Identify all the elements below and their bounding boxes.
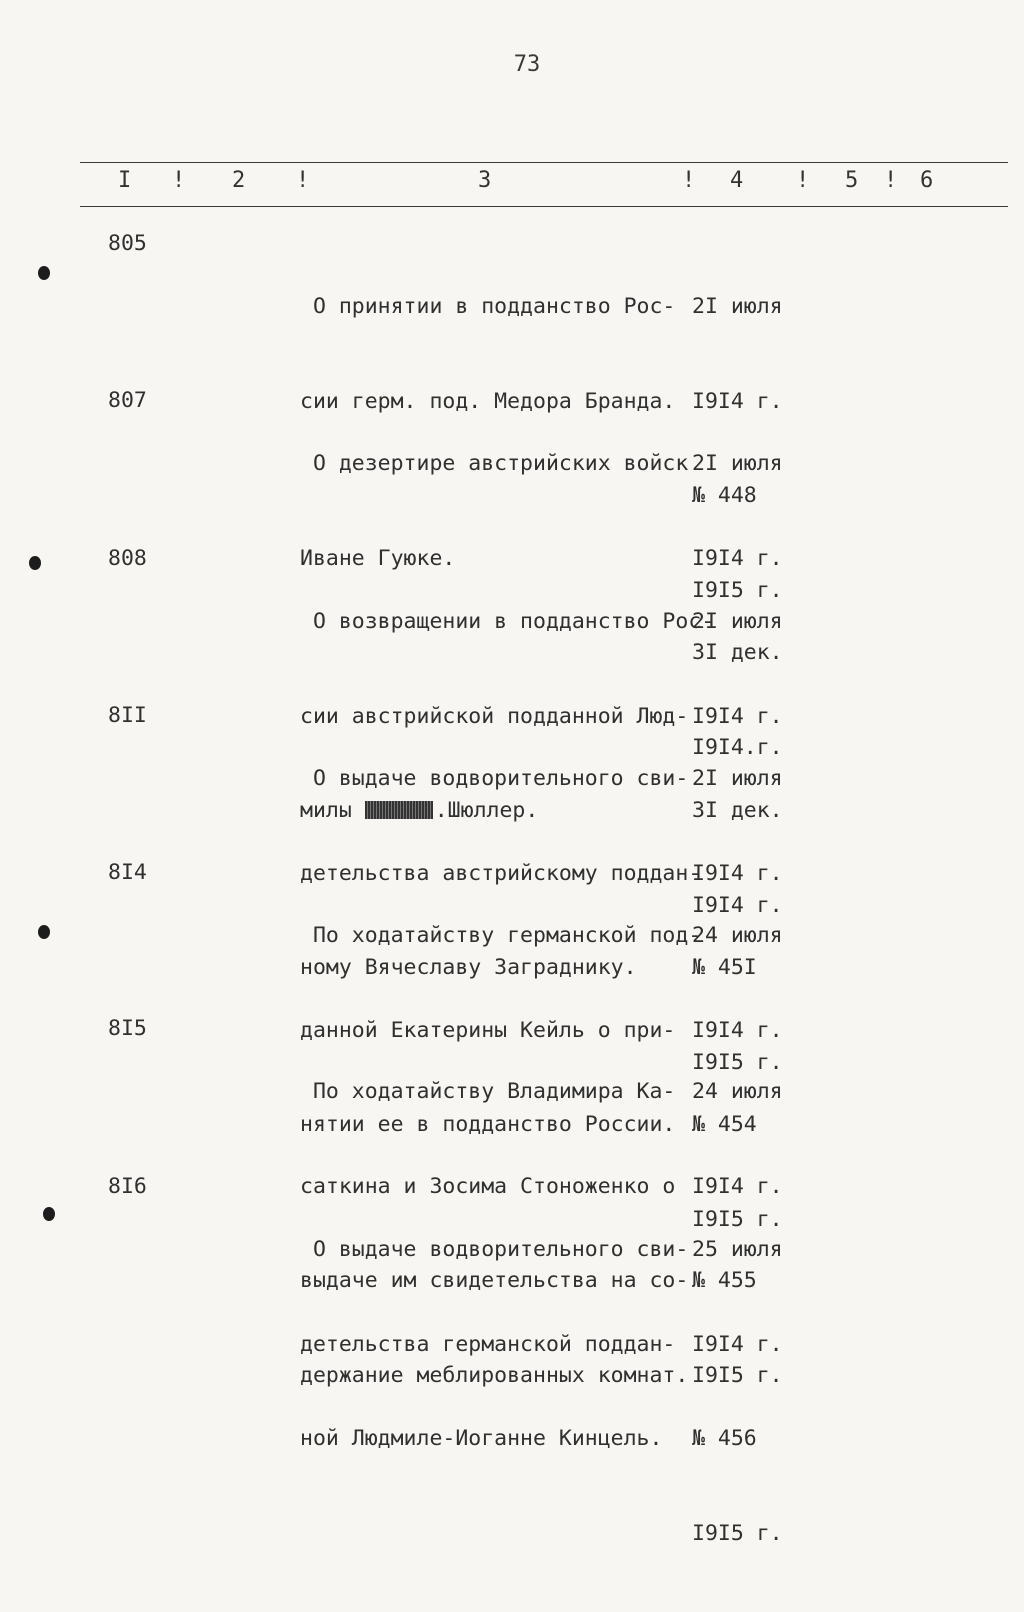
date-line: I9I5 г. xyxy=(692,1520,783,1546)
description-line: О выдаче водворительного сви- xyxy=(300,1237,689,1262)
description-line: данной Екатерины Кейль о при- xyxy=(300,1017,676,1043)
date-line: 2I июля xyxy=(692,294,783,319)
date-line: I9I4 г. xyxy=(692,1017,783,1043)
header-separator: ! xyxy=(796,168,810,193)
description-fragment: милы xyxy=(300,798,365,823)
header-col-4: 4 xyxy=(730,168,744,193)
binding-hole xyxy=(38,266,50,280)
date-line: I9I5 г. xyxy=(692,1362,783,1388)
header-separator: ! xyxy=(172,168,186,193)
description-line: По ходатайству Владимира Ка- xyxy=(300,1079,676,1104)
date-line: I9I5 г. xyxy=(692,1206,783,1232)
description-line: О выдаче водворительного сви- xyxy=(300,766,689,791)
header-separator: ! xyxy=(296,168,310,193)
description-fragment: .Шюллер. xyxy=(434,798,539,823)
record-number: 805 xyxy=(108,231,147,256)
date-line: I9I5 г. xyxy=(692,1049,783,1075)
record-number: 807 xyxy=(108,388,147,413)
date-line: I9I4 г. xyxy=(692,892,783,918)
description-line: По ходатайству германской под- xyxy=(300,923,702,948)
record-number: 8I6 xyxy=(108,1174,147,1199)
description-line: О возвращении в подданство Рос- xyxy=(300,609,715,634)
record-number: 808 xyxy=(108,546,147,571)
date-line: 24 июля xyxy=(692,923,783,948)
description-line: ной Людмиле-Иоганне Кинцель. xyxy=(300,1426,663,1451)
header-separator: ! xyxy=(884,168,898,193)
description-line: саткина и Зосима Стоноженко о xyxy=(300,1173,676,1199)
description-line: Иване Гуюке. xyxy=(300,545,456,571)
date-line: 25 июля xyxy=(692,1237,783,1262)
description-line: нятии ее в подданство России. xyxy=(300,1112,676,1137)
date-line: I9I4.г. xyxy=(692,734,783,760)
description-line: О дезертире австрийских войск xyxy=(300,451,689,476)
table-header xyxy=(0,168,1024,198)
binding-hole xyxy=(29,556,41,570)
binding-hole xyxy=(43,1207,55,1221)
description-line: ному Вячеславу Заграднику. xyxy=(300,955,637,980)
record-number: 8I5 xyxy=(108,1016,147,1041)
date-line: № 448 xyxy=(692,483,757,508)
description-line: сии австрийской подданной Люд- xyxy=(300,703,689,729)
date-line: № 45I xyxy=(692,955,757,980)
record-description xyxy=(300,1171,700,1518)
description-line: выдаче им свидетельства на со- xyxy=(300,1268,689,1293)
date-line: 3I дек. xyxy=(692,798,783,823)
table-header-rule xyxy=(80,206,1008,207)
description-line: детельства германской поддан- xyxy=(300,1331,676,1357)
record-number: 8I4 xyxy=(108,860,147,885)
date-line: 2I июля xyxy=(692,766,783,791)
date-line: № 454 xyxy=(692,1112,757,1137)
description-line: держание меблированных комнат. xyxy=(300,1362,689,1388)
description-line: О принятии в подданство Рос- xyxy=(300,294,676,319)
date-line: I9I4 г. xyxy=(692,703,783,729)
header-col-5: 5 xyxy=(845,168,859,193)
description-line: сии герм. под. Медора Бранда. xyxy=(300,388,676,414)
date-line: I9I4 г. xyxy=(692,388,783,414)
description-line: детельства австрийскому поддан- xyxy=(300,860,702,886)
header-col-1: I xyxy=(118,168,132,193)
date-line: I9I4 г. xyxy=(692,1331,783,1357)
date-line: 24 июля xyxy=(692,1079,783,1104)
page-number: 73 xyxy=(513,52,541,77)
date-line: 2I июля xyxy=(692,451,783,476)
header-col-2: 2 xyxy=(232,168,246,193)
record-number: 8II xyxy=(108,703,147,728)
header-separator: ! xyxy=(682,168,696,193)
date-line: I9I4 г. xyxy=(692,545,783,571)
date-line: I9I4 г. xyxy=(692,1173,783,1199)
date-line: № 456 xyxy=(692,1426,757,1451)
header-col-6: 6 xyxy=(920,168,934,193)
date-line: I9I4 г. xyxy=(692,860,783,886)
date-line: № 455 xyxy=(692,1268,757,1293)
date-line: 2I июля xyxy=(692,609,783,634)
record-dates xyxy=(692,1171,812,1612)
binding-hole xyxy=(38,925,50,939)
date-line: I9I5 г. xyxy=(692,577,783,603)
table-top-rule xyxy=(80,162,1008,163)
header-col-3: 3 xyxy=(478,168,492,193)
date-line: 3I дек. xyxy=(692,640,783,665)
